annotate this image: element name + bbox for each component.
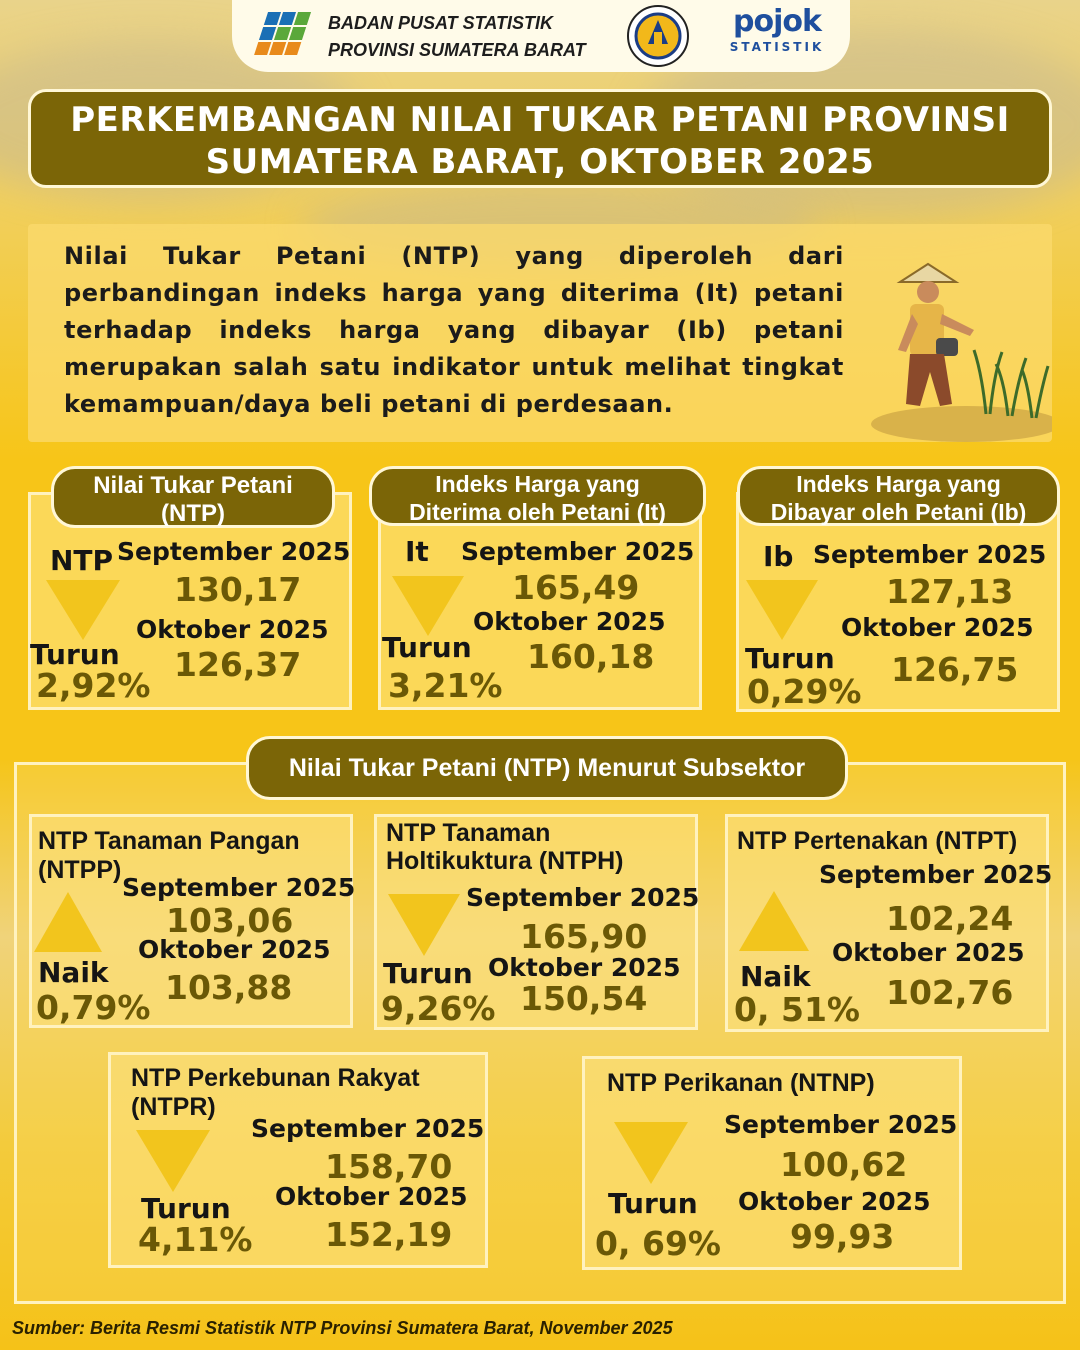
ntph-sep-label: September 2025	[466, 883, 700, 912]
ib-change: 0,29%	[747, 672, 862, 711]
it-sep-value: 165,49	[512, 568, 640, 607]
ntpp-oct-label: Oktober 2025	[138, 935, 331, 964]
ntpr-sep-label: September 2025	[251, 1114, 485, 1143]
ntnp-oct-value: 99,93	[790, 1217, 895, 1256]
triangle-down-icon	[388, 894, 460, 956]
ntp-card-title	[51, 466, 335, 528]
ntpr-change: 4,11%	[138, 1220, 253, 1259]
ntp-oct-value: 126,37	[174, 645, 302, 684]
ntp-code: NTP	[50, 544, 114, 577]
unp-logo-icon	[626, 4, 690, 68]
it-oct-value: 160,18	[527, 637, 655, 676]
intro-box	[28, 224, 1052, 442]
intro-text: Nilai Tukar Petani (NTP) yang diperoleh dari perbandingan indeks harga yang diterima (It) petani terhadap indeks harga yang dibayar (Ib) petani merupakan salah satu indikator untuk melihat tingkat kemampuan/daya beli petani di perdesaan.	[64, 242, 844, 418]
ntpp-title-line2: (NTPP)	[38, 856, 122, 884]
ib-oct-label: Oktober 2025	[841, 613, 1034, 642]
ntp-sep-value: 130,17	[174, 570, 302, 609]
ntpt-sep-value: 102,24	[886, 899, 1014, 938]
pojok-name: pojok	[733, 4, 821, 39]
ntpp-change: 0,79%	[36, 988, 151, 1027]
ntpp-oct-value: 103,88	[165, 968, 293, 1007]
triangle-down-icon	[614, 1122, 688, 1184]
ntp-title-line1: Nilai Tukar Petani	[93, 472, 293, 499]
ib-title-line2: Dibayar oleh Petani (Ib)	[770, 499, 1027, 525]
ntph-sep-value: 165,90	[520, 917, 648, 956]
ntpr-oct-value: 152,19	[325, 1215, 453, 1254]
title-line1: PERKEMBANGAN NILAI TUKAR PETANI PROVINSI	[70, 100, 1010, 140]
it-card-title	[369, 466, 706, 526]
ntph-oct-value: 150,54	[520, 979, 648, 1018]
bps-name	[328, 10, 628, 64]
ntpp-sep-label: September 2025	[122, 873, 356, 902]
ntnp-sep-value: 100,62	[780, 1145, 908, 1184]
ntpr-title-line2: (NTPR)	[131, 1093, 216, 1121]
title-line2: SUMATERA BARAT, OKTOBER 2025	[205, 142, 875, 182]
page-title	[28, 89, 1052, 188]
it-title-line1: Indeks Harga yang	[435, 471, 640, 497]
ntnp-oct-label: Oktober 2025	[738, 1187, 931, 1216]
bps-logo-icon	[252, 6, 340, 64]
ib-code: Ib	[763, 540, 794, 573]
ntpr-oct-label: Oktober 2025	[275, 1182, 468, 1211]
ntpp-sep-value: 103,06	[166, 901, 294, 940]
triangle-up-icon	[739, 891, 809, 951]
ntpr-title-line1: NTP Perkebunan Rakyat	[131, 1064, 420, 1092]
ntnp-sep-label: September 2025	[724, 1110, 958, 1139]
it-code: It	[405, 535, 429, 568]
source-note: Sumber: Berita Resmi Statistik NTP Provinsi Sumatera Barat, November 2025	[12, 1318, 673, 1338]
ntp-oct-label: Oktober 2025	[136, 615, 329, 644]
ib-title-line1: Indeks Harga yang	[796, 471, 1001, 497]
ntpr-sep-value: 158,70	[325, 1147, 453, 1186]
triangle-down-icon	[136, 1130, 210, 1192]
triangle-up-icon	[34, 892, 102, 952]
ntp-title-line2: (NTP)	[161, 500, 225, 527]
triangle-down-icon	[746, 580, 818, 640]
ntpt-change: 0, 51%	[734, 990, 860, 1029]
ntpp-direction: Naik	[38, 956, 109, 989]
ib-direction: Turun	[745, 642, 835, 675]
ntpt-title-line1: NTP Pertenakan (NTPT)	[737, 827, 1018, 855]
logo-bar	[232, 0, 850, 72]
ntph-direction: Turun	[383, 957, 473, 990]
ntph-change: 9,26%	[381, 989, 496, 1028]
ntph-oct-label: Oktober 2025	[488, 953, 681, 982]
ntp-change: 2,92%	[36, 666, 151, 705]
ntpt-direction: Naik	[740, 960, 811, 993]
subsector-title: Nilai Tukar Petani (NTP) Menurut Subsektor	[246, 736, 848, 800]
bps-line2: PROVINSI SUMATERA BARAT	[328, 40, 586, 60]
ib-sep-value: 127,13	[886, 572, 1014, 611]
ntnp-title-line1: NTP Perikanan (NTNP)	[607, 1069, 875, 1097]
ntph-title-line2: Holtikuktura (NTPH)	[386, 847, 624, 875]
ntpr-direction: Turun	[141, 1192, 231, 1225]
it-oct-label: Oktober 2025	[473, 607, 666, 636]
ntph-title-line1: NTP Tanaman	[386, 819, 551, 847]
triangle-down-icon	[46, 580, 120, 640]
triangle-down-icon	[392, 576, 464, 636]
ntpp-title-line1: NTP Tanaman Pangan	[38, 827, 300, 855]
ntpt-sep-label: September 2025	[819, 860, 1053, 889]
ntpt-oct-label: Oktober 2025	[832, 938, 1025, 967]
ntp-direction: Turun	[30, 638, 120, 671]
bps-line1: BADAN PUSAT STATISTIK	[328, 13, 553, 33]
ntp-sep-label: September 2025	[117, 537, 351, 566]
it-title-line2: Diterima oleh Petani (It)	[409, 499, 666, 525]
it-sep-label: September 2025	[461, 537, 695, 566]
farmer-illustration-icon	[856, 254, 1052, 444]
ib-oct-value: 126,75	[891, 650, 1019, 689]
ntnp-change: 0, 69%	[595, 1224, 721, 1263]
ib-card-title	[737, 466, 1060, 526]
it-direction: Turun	[382, 631, 472, 664]
ntpt-oct-value: 102,76	[886, 973, 1014, 1012]
ntnp-direction: Turun	[608, 1187, 698, 1220]
ib-sep-label: September 2025	[813, 540, 1047, 569]
pojok-sub: STATISTIK	[729, 40, 825, 54]
it-change: 3,21%	[388, 666, 503, 705]
